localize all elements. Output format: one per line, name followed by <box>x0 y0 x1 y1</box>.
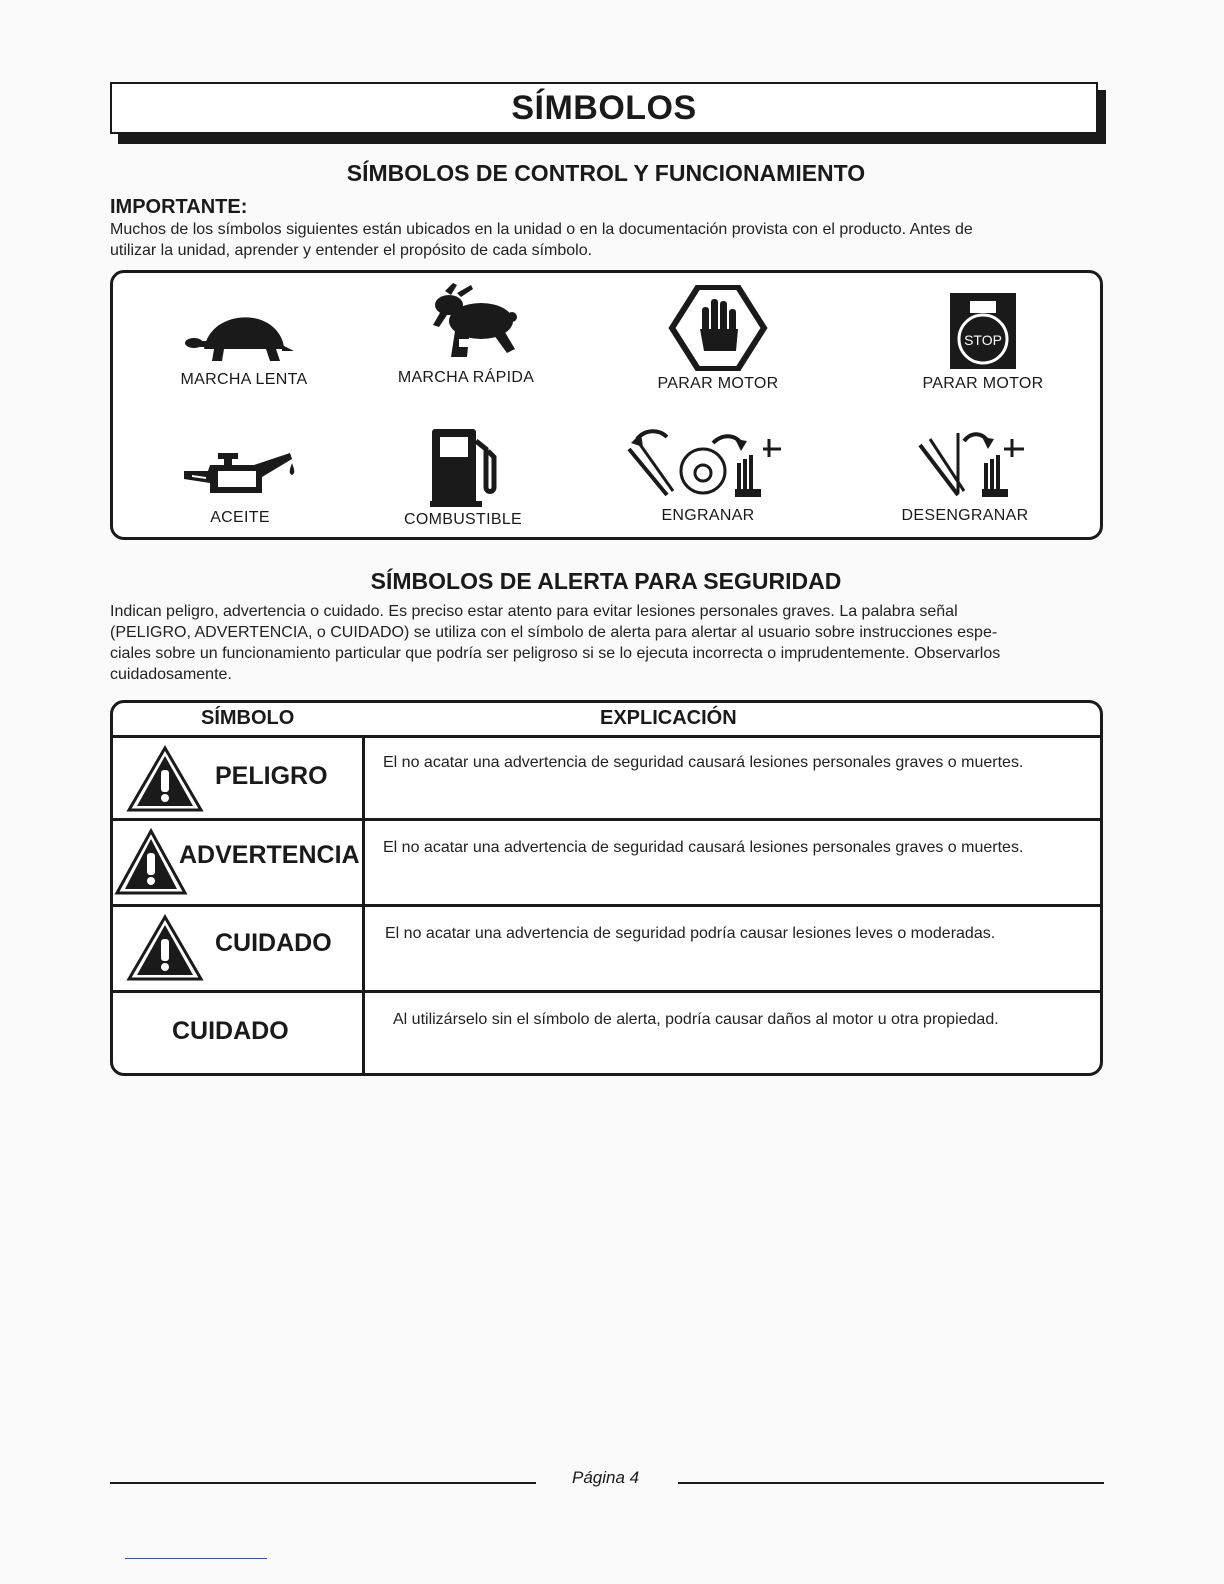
control-symbols-panel <box>110 270 1103 540</box>
warning-triangle-icon <box>113 827 189 897</box>
alert-text-line: Indican peligro, advertencia o cuidado. Es preciso estar atento para evitar lesiones personales graves. La palabra señal <box>110 603 958 620</box>
important-text <box>110 219 1110 261</box>
alert-section-heading-wrap <box>0 568 1212 595</box>
footer-rule-right <box>678 1482 1104 1484</box>
explanation-text: El no acatar una advertencia de seguridad causará lesiones personales graves o muertes. <box>383 839 1024 856</box>
important-text-line: utilizar la unidad, aprender y entender el propósito de cada símbolo. <box>110 242 593 259</box>
table-header <box>113 703 1100 735</box>
oil-can-icon <box>180 449 300 505</box>
footer-rule-left <box>110 1482 536 1484</box>
explanation-text: Al utilizárselo sin el símbolo de alerta, podría causar daños al motor u otra propiedad. <box>393 1011 999 1028</box>
stop-hand-icon <box>668 285 768 371</box>
symbol-label: PARAR MOTOR <box>657 375 779 392</box>
symbol-marcha-rapida <box>366 281 566 387</box>
symbol-label: ENGRANAR <box>661 507 755 524</box>
signal-word: CUIDADO <box>215 929 332 957</box>
disengage-icon <box>900 423 1030 503</box>
explanation-text: El no acatar una advertencia de seguridad podría causar lesiones leves o moderadas. <box>385 925 996 942</box>
alert-text <box>110 601 1110 685</box>
page-number: Página 4 <box>572 1468 640 1487</box>
engage-icon <box>623 423 793 503</box>
symbol-label: COMBUSTIBLE <box>404 511 522 528</box>
signal-word: ADVERTENCIA <box>179 841 360 869</box>
stop-button-icon <box>948 291 1018 371</box>
fuel-pump-icon <box>428 427 498 507</box>
col-header-symbol: SÍMBOLO <box>201 707 295 729</box>
warning-triangle-icon <box>125 744 205 814</box>
alert-section-heading: SÍMBOLOS DE ALERTA PARA SEGURIDAD <box>370 568 842 594</box>
rabbit-icon <box>411 281 521 365</box>
explanation-text: El no acatar una advertencia de seguridad causará lesiones personales graves o muertes. <box>383 754 1024 771</box>
col-header-explanation: EXPLICACIÓN <box>600 707 737 729</box>
signal-word: PELIGRO <box>215 762 328 790</box>
symbol-engranar <box>608 423 808 525</box>
symbol-combustible <box>363 427 563 529</box>
alert-text-line: cuidadosamente. <box>110 666 232 683</box>
stop-text: STOP <box>964 332 1002 348</box>
table-row <box>113 818 1100 904</box>
symbol-marcha-lenta <box>144 305 344 389</box>
symbol-label: MARCHA RÁPIDA <box>397 369 535 386</box>
important-label: IMPORTANTE: <box>110 196 248 218</box>
table-row <box>113 990 1100 1076</box>
control-section-heading: SÍMBOLOS DE CONTROL Y FUNCIONAMIENTO <box>346 160 866 186</box>
warning-triangle-icon <box>125 913 205 983</box>
page-title: SÍMBOLOS <box>511 88 697 127</box>
blue-underline <box>125 1558 267 1559</box>
symbol-label: PARAR MOTOR <box>922 375 1044 392</box>
alert-text-line: (PELIGRO, ADVERTENCIA, o CUIDADO) se utiliza con el símbolo de alerta para alertar al usuario sobre instrucciones espe- <box>110 624 998 641</box>
symbol-parar-motor-hand <box>618 285 818 393</box>
signal-word: CUIDADO <box>172 1017 289 1045</box>
table-row <box>113 904 1100 990</box>
symbol-label: MARCHA LENTA <box>180 371 308 388</box>
symbol-parar-motor-button <box>883 291 1083 393</box>
symbol-desengranar <box>865 423 1065 525</box>
important-text-line: Muchos de los símbolos siguientes están ubicados en la unidad o en la documentación provista con el producto. Antes de <box>110 221 973 238</box>
table-row <box>113 735 1100 818</box>
symbol-label: ACEITE <box>210 509 270 526</box>
alert-text-line: ciales sobre un funcionamiento particular que podría ser peligroso si se lo ejecuta incorrecta o imprudentemente. Observarlos <box>110 645 1001 662</box>
symbol-aceite <box>140 449 340 527</box>
symbol-label: DESENGRANAR <box>901 507 1029 524</box>
alert-table <box>110 700 1103 1076</box>
control-section-heading-wrap <box>0 160 1212 187</box>
turtle-icon <box>184 305 304 367</box>
title-banner <box>110 82 1098 134</box>
